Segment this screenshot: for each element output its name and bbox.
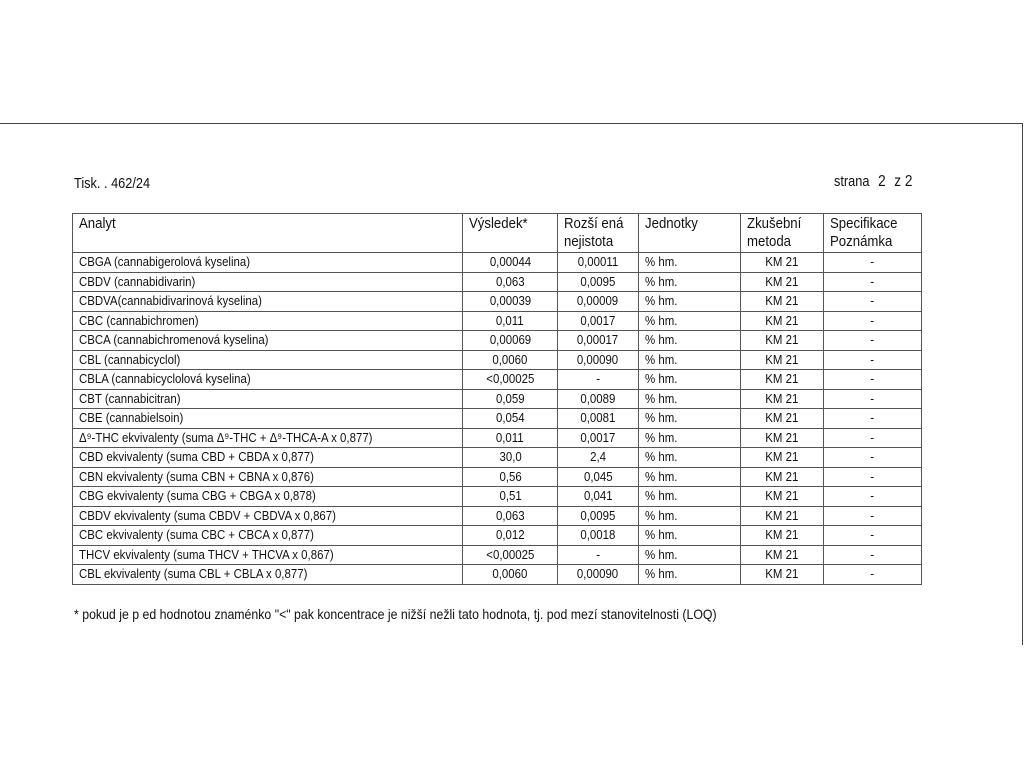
- cell-text: 30,0: [499, 449, 522, 465]
- cell-text: KM 21: [765, 546, 799, 562]
- cell-specifikace: [824, 545, 922, 565]
- cell-text: -: [870, 273, 875, 289]
- cell-text: % hm.: [644, 566, 678, 582]
- cell-specifikace: [824, 409, 922, 429]
- cell-text: KM 21: [765, 410, 799, 426]
- cell-jednotky: [638, 448, 741, 468]
- table-row: [73, 253, 922, 273]
- cell-text: -: [870, 468, 875, 484]
- cell-text: 0,0081: [580, 410, 616, 426]
- cell-vysledek: [463, 272, 558, 292]
- cell-analyt: [73, 331, 463, 351]
- cell-vysledek: [463, 545, 558, 565]
- cell-text: CBCA (cannabichromenová kyselina): [79, 332, 269, 348]
- cell-vysledek: [463, 331, 558, 351]
- footnote: * pokud je p ed hodnotou znaménko "<" pak koncentrace je nižší nežli tato hodnota, tj. pod mezí stanovitelnosti (LOQ): [74, 606, 717, 622]
- cell-analyt: [73, 253, 463, 273]
- cell-metoda: [741, 350, 824, 370]
- cell-nejistota: [558, 350, 639, 370]
- cell-text: -: [870, 566, 875, 582]
- cell-text: 0,0089: [580, 390, 616, 406]
- table-row: [73, 272, 922, 292]
- column-header-text: nejistota: [564, 233, 614, 250]
- cell-jednotky: [638, 428, 741, 448]
- table-row: [73, 292, 922, 312]
- cell-vysledek: [463, 467, 558, 487]
- cell-text: % hm.: [644, 527, 678, 543]
- cell-metoda: [741, 467, 824, 487]
- cell-text: -: [870, 293, 875, 309]
- cell-text: 0,063: [495, 273, 525, 289]
- cell-metoda: [741, 253, 824, 273]
- cell-text: -: [870, 488, 875, 504]
- cell-nejistota: [558, 389, 639, 409]
- cell-specifikace: [824, 526, 922, 546]
- table-row: [73, 331, 922, 351]
- cell-specifikace: [824, 331, 922, 351]
- cell-text: <0,00025: [486, 371, 535, 387]
- cell-nejistota: [558, 487, 639, 507]
- cell-nejistota: [558, 545, 639, 565]
- cell-metoda: [741, 487, 824, 507]
- cell-jednotky: [638, 253, 741, 273]
- cell-specifikace: [824, 506, 922, 526]
- cell-text: % hm.: [644, 468, 678, 484]
- cell-text: -: [870, 332, 875, 348]
- cell-text: 0,041: [583, 488, 613, 504]
- cell-text: 0,0017: [580, 429, 616, 445]
- column-header-vysledek: [463, 214, 558, 253]
- cell-text: CBG ekvivalenty (suma CBG + CBGA x 0,878): [79, 488, 316, 504]
- cell-analyt: [73, 545, 463, 565]
- cell-text: KM 21: [765, 390, 799, 406]
- cell-text: % hm.: [644, 332, 678, 348]
- cell-nejistota: [558, 272, 639, 292]
- cell-text: % hm.: [644, 293, 678, 309]
- cell-text: -: [870, 351, 875, 367]
- cell-text: -: [870, 429, 875, 445]
- cell-metoda: [741, 565, 824, 585]
- document-number: Tisk. . 462/24: [74, 175, 151, 192]
- cell-text: 0,0018: [580, 527, 616, 543]
- cell-text: KM 21: [765, 566, 799, 582]
- cell-text: CBGA (cannabigerolová kyselina): [79, 254, 251, 270]
- cell-metoda: [741, 428, 824, 448]
- cell-vysledek: [463, 526, 558, 546]
- cell-metoda: [741, 331, 824, 351]
- cell-text: KM 21: [765, 312, 799, 328]
- cell-text: KM 21: [765, 429, 799, 445]
- cell-specifikace: [824, 487, 922, 507]
- cell-text: % hm.: [644, 312, 678, 328]
- cell-specifikace: [824, 292, 922, 312]
- cell-vysledek: [463, 409, 558, 429]
- cell-text: % hm.: [644, 273, 678, 289]
- cell-text: -: [870, 254, 875, 270]
- cell-text: -: [870, 546, 875, 562]
- cell-text: KM 21: [765, 507, 799, 523]
- cell-text: CBDVA(cannabidivarinová kyselina): [79, 293, 262, 309]
- column-header-text: Výsledek*: [469, 215, 529, 232]
- cell-text: <0,00025: [486, 546, 535, 562]
- cell-text: CBL ekvivalenty (suma CBL + CBLA x 0,877): [79, 566, 308, 582]
- cell-jednotky: [638, 467, 741, 487]
- page-label: strana: [834, 173, 870, 190]
- cell-jednotky: [638, 506, 741, 526]
- cell-text: % hm.: [644, 449, 678, 465]
- cell-text: CBE (cannabielsoin): [79, 410, 184, 426]
- cell-analyt: [73, 350, 463, 370]
- cell-analyt: [73, 487, 463, 507]
- cell-nejistota: [558, 292, 639, 312]
- cell-text: CBT (cannabicitran): [79, 390, 181, 406]
- cell-text: KM 21: [765, 488, 799, 504]
- column-header-text: Poznámka: [830, 233, 893, 250]
- cell-specifikace: [824, 253, 922, 273]
- cell-text: -: [870, 507, 875, 523]
- cell-metoda: [741, 370, 824, 390]
- cell-vysledek: [463, 311, 558, 331]
- cell-metoda: [741, 526, 824, 546]
- table-row: [73, 428, 922, 448]
- cell-text: KM 21: [765, 332, 799, 348]
- table-row: [73, 526, 922, 546]
- cell-nejistota: [558, 506, 639, 526]
- table-row: [73, 350, 922, 370]
- cell-analyt: [73, 428, 463, 448]
- table-row: [73, 545, 922, 565]
- cell-text: KM 21: [765, 468, 799, 484]
- cell-text: % hm.: [644, 488, 678, 504]
- table-row: [73, 389, 922, 409]
- cell-text: -: [595, 371, 600, 387]
- cell-analyt: [73, 467, 463, 487]
- cell-nejistota: [558, 253, 639, 273]
- column-header-specifikace: [824, 214, 922, 253]
- cell-text: CBD ekvivalenty (suma CBD + CBDA x 0,877): [79, 449, 314, 465]
- cell-jednotky: [638, 487, 741, 507]
- cell-text: 0,00039: [489, 293, 531, 309]
- cell-jednotky: [638, 389, 741, 409]
- page-number: 2: [878, 173, 886, 190]
- cell-analyt: [73, 448, 463, 468]
- cell-analyt: [73, 311, 463, 331]
- cell-nejistota: [558, 526, 639, 546]
- cell-text: 0,00090: [577, 351, 619, 367]
- cell-jednotky: [638, 370, 741, 390]
- table-body: [73, 253, 922, 585]
- cell-text: -: [870, 390, 875, 406]
- column-header-analyt: [73, 214, 463, 253]
- cell-text: 0,0095: [580, 273, 616, 289]
- cell-text: Δ⁹-THC ekvivalenty (suma Δ⁹-THC + Δ⁹-THCA-A x 0,877): [79, 429, 373, 445]
- cell-analyt: [73, 526, 463, 546]
- cell-analyt: [73, 292, 463, 312]
- cell-text: -: [870, 449, 875, 465]
- cell-text: KM 21: [765, 254, 799, 270]
- cell-metoda: [741, 272, 824, 292]
- cell-specifikace: [824, 272, 922, 292]
- cell-jednotky: [638, 311, 741, 331]
- cell-text: % hm.: [644, 254, 678, 270]
- cell-text: 0,011: [496, 429, 525, 445]
- cell-text: 0,012: [495, 527, 525, 543]
- cell-text: 0,0017: [580, 312, 616, 328]
- table-row: [73, 467, 922, 487]
- cell-analyt: [73, 370, 463, 390]
- table-row: [73, 409, 922, 429]
- column-header-metoda: [741, 214, 824, 253]
- cell-metoda: [741, 448, 824, 468]
- column-header-jednotky: [638, 214, 741, 253]
- cell-specifikace: [824, 311, 922, 331]
- page-total: z 2: [894, 173, 913, 190]
- cell-text: CBLA (cannabicyclolová kyselina): [79, 371, 251, 387]
- column-header-text: Zkušební: [747, 215, 802, 232]
- cell-specifikace: [824, 350, 922, 370]
- cell-text: KM 21: [765, 293, 799, 309]
- cell-vysledek: [463, 428, 558, 448]
- cell-vysledek: [463, 292, 558, 312]
- cell-nejistota: [558, 370, 639, 390]
- cell-specifikace: [824, 370, 922, 390]
- cell-text: 0,045: [583, 468, 613, 484]
- cell-jednotky: [638, 526, 741, 546]
- cell-metoda: [741, 545, 824, 565]
- cell-nejistota: [558, 409, 639, 429]
- cell-nejistota: [558, 565, 639, 585]
- cell-analyt: [73, 565, 463, 585]
- cell-text: KM 21: [765, 273, 799, 289]
- column-header-text: metoda: [747, 233, 792, 250]
- column-header-text: Rozší ená: [564, 215, 624, 232]
- cell-analyt: [73, 506, 463, 526]
- table-row: [73, 448, 922, 468]
- table-row: [73, 506, 922, 526]
- cell-text: CBC (cannabichromen): [79, 312, 199, 328]
- table-header-row: [73, 214, 922, 253]
- cell-text: KM 21: [765, 449, 799, 465]
- cell-text: 0,011: [496, 312, 525, 328]
- cell-text: 0,063: [495, 507, 525, 523]
- cell-analyt: [73, 409, 463, 429]
- cell-vysledek: [463, 448, 558, 468]
- cell-text: -: [870, 410, 875, 426]
- cell-jednotky: [638, 409, 741, 429]
- cell-text: KM 21: [765, 527, 799, 543]
- cell-text: 0,00090: [577, 566, 619, 582]
- cell-text: -: [870, 527, 875, 543]
- cell-text: % hm.: [644, 429, 678, 445]
- cell-text: CBC ekvivalenty (suma CBC + CBCA x 0,877): [79, 527, 314, 543]
- column-header-text: Specifikace: [830, 215, 898, 232]
- cell-specifikace: [824, 565, 922, 585]
- cell-analyt: [73, 272, 463, 292]
- cell-text: KM 21: [765, 351, 799, 367]
- cell-text: CBDV (cannabidivarin): [79, 273, 196, 289]
- page-border-top: [0, 123, 1023, 124]
- cell-text: 0,059: [495, 390, 525, 406]
- cell-specifikace: [824, 467, 922, 487]
- cell-text: 0,00009: [577, 293, 619, 309]
- cell-text: 0,00011: [577, 254, 619, 270]
- page-indicator: [834, 173, 912, 191]
- cell-metoda: [741, 506, 824, 526]
- table-row: [73, 311, 922, 331]
- cell-text: % hm.: [644, 351, 678, 367]
- column-header-text: Analyt: [79, 215, 116, 232]
- cell-text: 0,00017: [577, 332, 619, 348]
- cell-text: CBL (cannabicyclol): [79, 351, 181, 367]
- cell-text: CBN ekvivalenty (suma CBN + CBNA x 0,876): [79, 468, 314, 484]
- cell-text: 0,51: [499, 488, 522, 504]
- cell-text: % hm.: [644, 546, 678, 562]
- cell-text: 0,00044: [489, 254, 531, 270]
- cell-nejistota: [558, 331, 639, 351]
- table-row: [73, 370, 922, 390]
- cell-text: % hm.: [644, 507, 678, 523]
- cell-vysledek: [463, 253, 558, 273]
- cell-vysledek: [463, 370, 558, 390]
- cell-jednotky: [638, 545, 741, 565]
- cell-jednotky: [638, 292, 741, 312]
- cell-text: 0,56: [499, 468, 522, 484]
- cell-vysledek: [463, 487, 558, 507]
- cell-nejistota: [558, 428, 639, 448]
- cell-text: 0,0095: [580, 507, 616, 523]
- cell-jednotky: [638, 565, 741, 585]
- cell-text: 0,054: [495, 410, 525, 426]
- cell-metoda: [741, 409, 824, 429]
- cell-nejistota: [558, 467, 639, 487]
- cell-text: THCV ekvivalenty (suma THCV + THCVA x 0,867): [79, 546, 334, 562]
- cell-vysledek: [463, 506, 558, 526]
- cell-analyt: [73, 389, 463, 409]
- cell-text: 0,0060: [492, 566, 528, 582]
- cell-jednotky: [638, 272, 741, 292]
- cell-specifikace: [824, 448, 922, 468]
- table-row: [73, 487, 922, 507]
- page-border-right: [1022, 123, 1023, 645]
- cell-nejistota: [558, 448, 639, 468]
- cell-metoda: [741, 311, 824, 331]
- results-table: [72, 213, 922, 585]
- cell-text: -: [595, 546, 600, 562]
- cell-specifikace: [824, 428, 922, 448]
- cell-specifikace: [824, 389, 922, 409]
- cell-vysledek: [463, 350, 558, 370]
- cell-text: -: [870, 312, 875, 328]
- cell-nejistota: [558, 311, 639, 331]
- cell-text: -: [870, 371, 875, 387]
- cell-text: 2,4: [589, 449, 606, 465]
- cell-text: % hm.: [644, 371, 678, 387]
- cell-text: KM 21: [765, 371, 799, 387]
- cell-vysledek: [463, 389, 558, 409]
- cell-jednotky: [638, 331, 741, 351]
- cell-text: % hm.: [644, 390, 678, 406]
- column-header-text: Jednotky: [644, 215, 698, 232]
- table-row: [73, 565, 922, 585]
- cell-text: CBDV ekvivalenty (suma CBDV + CBDVA x 0,867): [79, 507, 336, 523]
- column-header-nejistota: [558, 214, 639, 253]
- cell-text: % hm.: [644, 410, 678, 426]
- cell-text: 0,00069: [489, 332, 531, 348]
- cell-vysledek: [463, 565, 558, 585]
- cell-text: 0,0060: [492, 351, 528, 367]
- cell-jednotky: [638, 350, 741, 370]
- cell-metoda: [741, 389, 824, 409]
- cell-metoda: [741, 292, 824, 312]
